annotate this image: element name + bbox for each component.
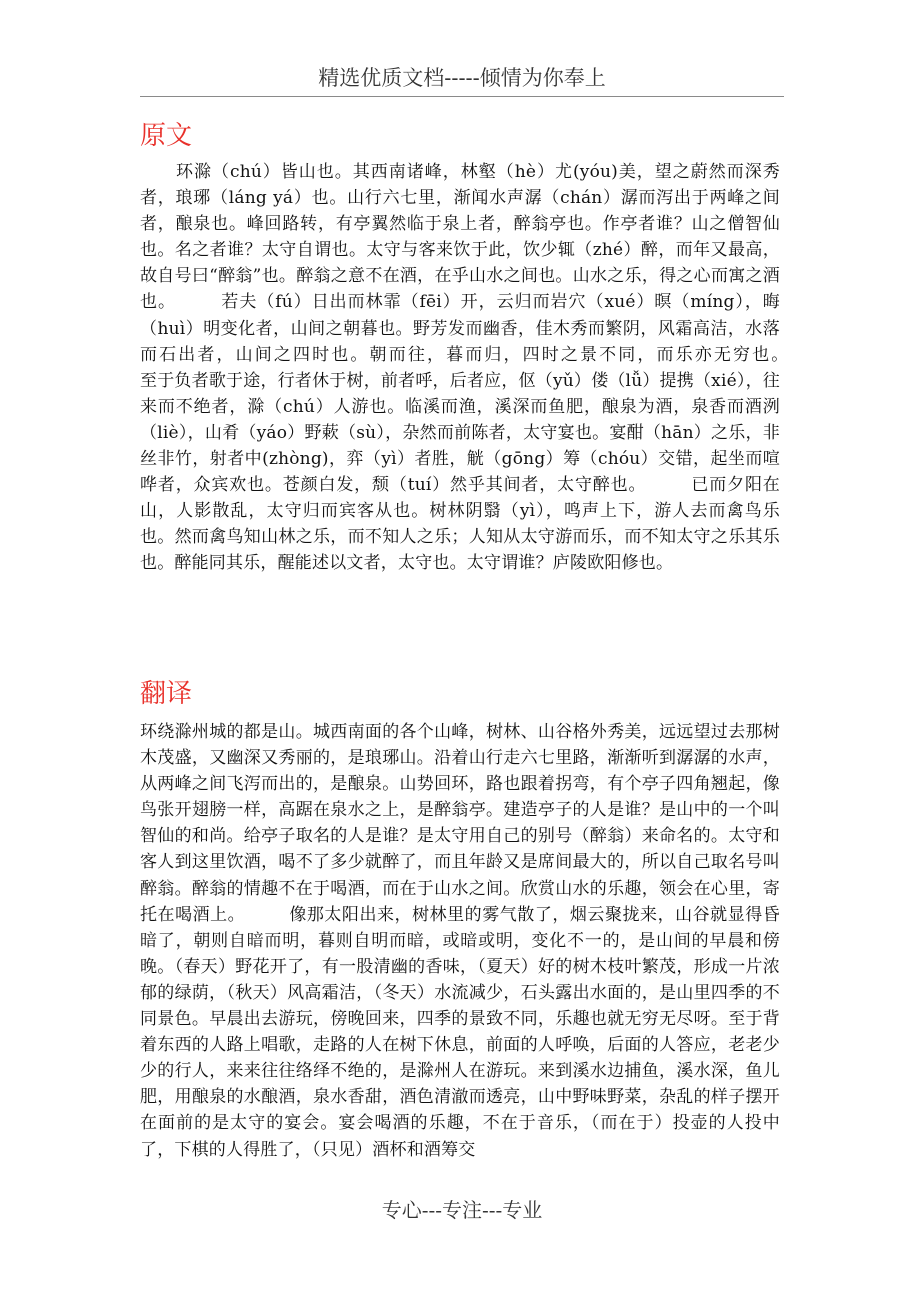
original-text: 环滁（chú）皆山也。其西南诸峰，林壑（hè）尤(yóu)美，望之蔚然而深秀者，琅琊（láng yá）也。山行六七里，渐闻水声潺（chán）潺而泻出于两峰之间者，酿泉也。峰回路转，有亭翼然临于泉上者，醉翁亭也。作亭者谁？山之僧智仙也。名之者谁？太守自谓也。太守与客来饮于此，饮少辄（zhé）醉，而年又最高，故自号曰“醉翁”也。醉翁之意不在酒，在乎山水之间也。山水之乐，得之心而寓之酒也。 若夫（fú）日出而林霏（fēi）开，云归而岩穴（xué）暝（míng），晦（huì）明变化者，山间之朝暮也。野芳发而幽香，佳木秀而繁阴，风霜高洁，水落而石出者，山间之四时也。朝而往，暮而归，四时之景不同，而乐亦无穷也。 至于负者歌于途，行者休于树，前者呼，后者应，伛（yǔ）偻（lǚ）提携（xié），往来而不绝者，滁（chú）人游也。临溪而渔，溪深而鱼肥，酿泉为酒，泉香而酒洌（liè），山肴（yáo）野蔌（sù），杂然而前陈者，太守宴也。宴酣（hān）之乐，非丝非竹，射者中(zhòng)，弈（yì）者胜，觥（gōng）筹（chóu）交错，起坐而喧哗者，众宾欢也。苍颜白发，颓（tuí）然乎其间者，太守醉也。 已而夕阳在山，人影散乱，太守归而宾客从也。树林阴翳（yì），鸣声上下，游人去而禽鸟乐也。然而禽鸟知山林之乐，而不知人之乐；人知从太守游而乐，而不知太守之乐其乐也。醉能同其乐，醒能述以文者，太守也。太守谓谁？庐陵欧阳修也。	[140, 162, 832, 574]
translation-heading: 翻译	[140, 679, 193, 709]
page-header: 精选优质文档-----倾情为你奉上	[318, 66, 606, 90]
translation-text: 环绕滁州城的都是山。城西南面的各个山峰，树林、山谷格外秀美，远远望过去那树木茂盛，又幽深又秀丽的，是琅琊山。沿着山行走六七里路，渐渐听到潺潺的水声，从两峰之间飞泻而出的，是酿泉。山势回环，路也跟着拐弯，有个亭子四角翘起，像鸟张开翅膀一样，高踞在泉水之上，是醉翁亭。建造亭子的人是谁？是山中的一个叫智仙的和尚。给亭子取名的人是谁？是太守用自己的别号（醉翁）来命名的。太守和客人到这里饮酒，喝不了多少就醉了，而且年龄又是席间最大的，所以自己取名号叫醉翁。醉翁的情趣不在于喝酒，而在于山水之间。欣赏山水的乐趣，领会在心里，寄托在喝酒上。 像那太阳出来，树林里的雾气散了，烟云聚拢来，山谷就显得昏暗了，朝则自暗而明，暮则自明而暗，或暗或明，变化不一的，是山间的早晨和傍晚。（春天）野花开了，有一股清幽的香味，（夏天）好的树木枝叶繁茂，形成一片浓郁的绿荫，（秋天）风高霜洁，（冬天）水流减少，石头露出水面的，是山里四季的不同景色。早晨出去游玩，傍晚回来，四季的景致不同，乐趣也就无穷无尽呀。至于背着东西的人路上唱歌，走路的人在树下休息，前面的人呼唤，后面的人答应，老老少少的行人，来来往往络绎不绝的，是滁州人在游玩。来到溪水边捕鱼，溪水深，鱼儿肥，用酿泉的水酿酒，泉水香甜，酒色清澈而透亮，山中野味野菜，杂乱的样子摆开在面前的是太守的宴会。宴会喝酒的乐趣，不在于音乐，（而在于）投壶的人投中了，下棋的人得胜了，（只见）酒杯和酒筹交	[140, 722, 780, 1160]
header-divider	[140, 96, 784, 97]
original-heading: 原文	[140, 121, 193, 151]
page-footer: 专心---专注---专业	[381, 1198, 543, 1222]
